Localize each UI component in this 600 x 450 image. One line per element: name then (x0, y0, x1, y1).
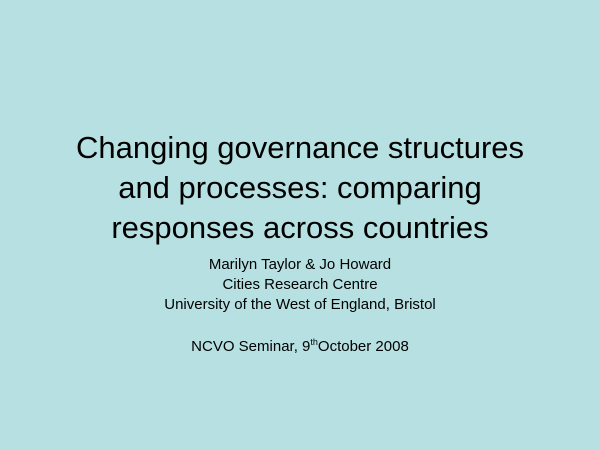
university: University of the West of England, Bristol (164, 296, 436, 313)
title-line-3: responses across countries (111, 210, 489, 245)
authors: Marilyn Taylor & Jo Howard (208, 256, 392, 273)
seminar-line (0, 337, 600, 357)
slide-title (40, 128, 560, 248)
title-line-2: and processes: comparing (118, 170, 482, 205)
seminar-ordinal-superscript: th (310, 337, 318, 347)
slide-subtitle (60, 255, 540, 315)
seminar-date: October 2008 (317, 338, 409, 355)
research-centre: Cities Research Centre (222, 276, 378, 293)
seminar-prefix: NCVO Seminar, 9 (191, 338, 311, 355)
title-line-1: Changing governance structures (75, 130, 525, 165)
